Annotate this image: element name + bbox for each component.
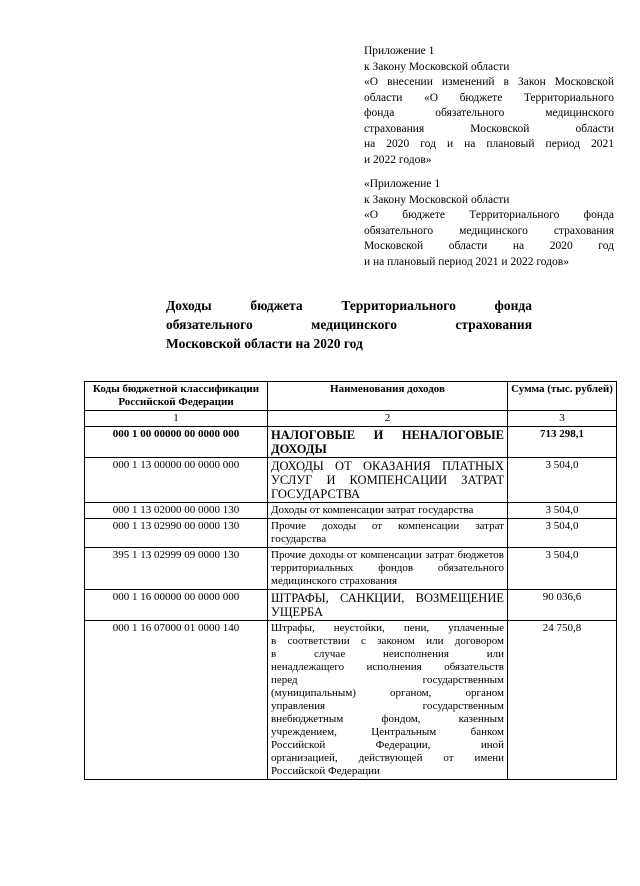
column-number: 1 [85, 411, 268, 427]
column-number: 3 [508, 411, 617, 427]
annex-line: к Закону Московской области [364, 193, 510, 206]
row-name: НАЛОГОВЫЕ И НЕНАЛОГОВЫЕ ДОХОДЫ [268, 427, 508, 458]
row-name-line: (муниципальным) органом, органом [271, 687, 504, 699]
row-sum: 3 504,0 [508, 548, 617, 590]
annex-line: Приложение 1 [364, 45, 435, 57]
annex-line: «О внесении изменений в Закон Московской [364, 76, 614, 88]
title-line: Доходы бюджета Территориального фонда [166, 298, 532, 313]
annex-line: к Закону Московской области [364, 60, 510, 73]
document-title [166, 296, 532, 353]
annex-line: фонда обязательного медицинского [364, 107, 614, 119]
row-name-line: учреждением, Центральным банком [271, 726, 504, 738]
row-code: 395 1 13 02999 09 0000 130 [85, 548, 268, 590]
header-name: Наименования доходов [268, 382, 508, 411]
title-line: Московской области на 2020 год [166, 336, 363, 351]
row-name [268, 621, 508, 780]
row-code: 000 1 13 02990 00 0000 130 [85, 519, 268, 548]
column-number-row [85, 411, 617, 427]
annex-1-header [364, 44, 614, 168]
row-name-line: в соответствии с законом или договором [271, 635, 504, 647]
title-line: обязательного медицинского страхования [166, 317, 532, 332]
table-row [85, 503, 617, 519]
row-sum: 3 504,0 [508, 519, 617, 548]
row-name-line: внебюджетным фондом, казенным [271, 713, 504, 725]
row-name: ДОХОДЫ ОТ ОКАЗАНИЯ ПЛАТНЫХ УСЛУГ И КОМПЕНСАЦИИ ЗАТРАТ ГОСУДАРСТВА [268, 458, 508, 503]
row-code: 000 1 00 00000 00 0000 000 [85, 427, 268, 458]
row-name-line: перед государственным [271, 674, 504, 686]
row-name-line: организацией, действующей от имени [271, 752, 504, 764]
row-code: 000 1 16 00000 00 0000 000 [85, 590, 268, 621]
row-name-line: в случае неисполнения или [271, 648, 504, 660]
table-row [85, 427, 617, 458]
row-sum: 24 750,8 [508, 621, 617, 780]
row-name-line: ненадлежащего исполнения обязательств [271, 661, 504, 673]
annex-line: «Приложение 1 [364, 178, 441, 190]
annex-line: области «О бюджете Территориального [364, 91, 614, 104]
table-row [85, 621, 617, 780]
annex-line: на 2020 год и на плановый период 2021 [364, 138, 614, 150]
row-sum: 90 036,6 [508, 590, 617, 621]
header-code: Коды бюджетной классификации Российской Федерации [85, 382, 268, 411]
annex-line: и 2022 годов» [364, 153, 432, 166]
column-number: 2 [268, 411, 508, 427]
table-row [85, 519, 617, 548]
table-row [85, 458, 617, 503]
row-name-line: Штрафы, неустойки, пени, уплаченные [271, 622, 504, 634]
annex-line: обязательного медицинского страхования [364, 224, 614, 237]
row-name: ШТРАФЫ, САНКЦИИ, ВОЗМЕЩЕНИЕ УЩЕРБА [268, 590, 508, 621]
annex-line: Московской области на 2020 год [364, 240, 614, 252]
row-name-line: Российской Федерации [271, 765, 380, 777]
annex-line: «О бюджете Территориального фонда [364, 209, 614, 221]
table-row [85, 548, 617, 590]
row-code: 000 1 13 02000 00 0000 130 [85, 503, 268, 519]
row-name-line: управления государственным [271, 700, 504, 712]
row-sum: 3 504,0 [508, 458, 617, 503]
annex-line: страхования Московской области [364, 122, 614, 135]
annex-line: и на плановый период 2021 и 2022 годов» [364, 255, 569, 268]
row-name: Прочие доходы от компенсации затрат бюджетов территориальных фондов обязательного медицинского страхования [268, 548, 508, 590]
row-code: 000 1 13 00000 00 0000 000 [85, 458, 268, 503]
row-name: Прочие доходы от компенсации затрат государства [268, 519, 508, 548]
table-row [85, 590, 617, 621]
row-name-line: Российской Федерации, иной [271, 739, 504, 751]
table-header-row [85, 382, 617, 411]
annex-2-header [364, 177, 614, 270]
row-sum: 3 504,0 [508, 503, 617, 519]
row-code: 000 1 16 07000 01 0000 140 [85, 621, 268, 780]
header-sum: Сумма (тыс. рублей) [508, 382, 617, 411]
row-sum: 713 298,1 [508, 427, 617, 458]
revenue-table [84, 381, 617, 780]
row-name: Доходы от компенсации затрат государства [268, 503, 508, 519]
